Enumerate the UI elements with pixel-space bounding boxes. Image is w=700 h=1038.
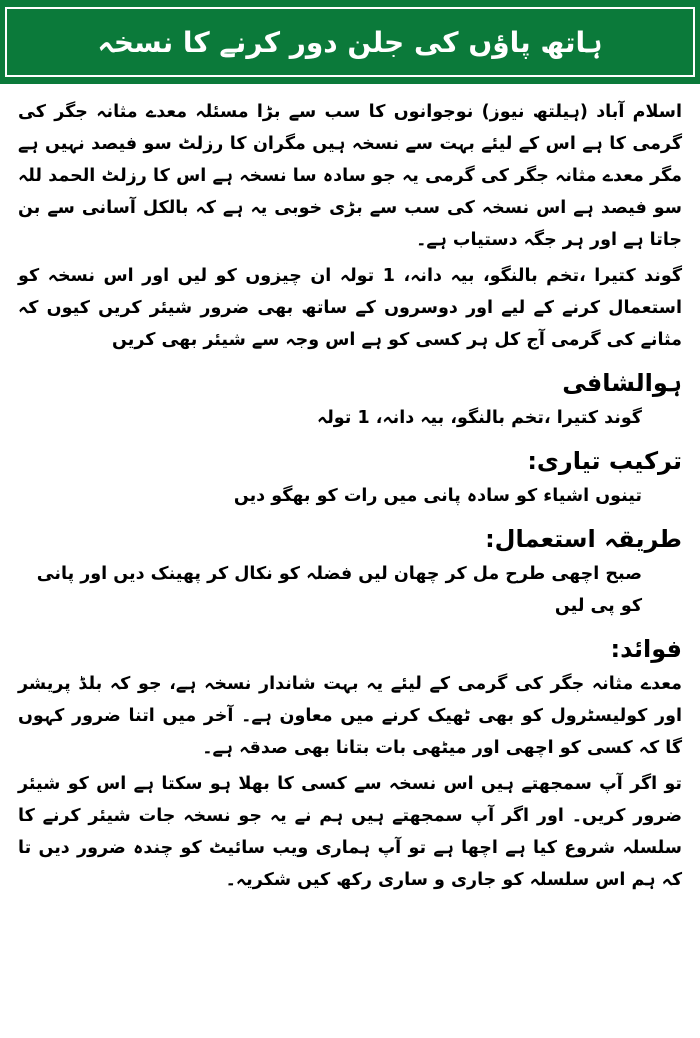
section-heading-tarkeeb: ترکیب تیاری: [527, 447, 682, 475]
ingredients-line: گوند کتیرا ،تخم بالنگو، بیہ دانہ، 1 تولہ [316, 408, 642, 428]
title-banner-frame [5, 7, 695, 77]
section-heading-shafi: ہوالشافی [562, 369, 682, 397]
article-body [18, 96, 682, 896]
section-heading-fawaid: فوائد: [610, 635, 682, 663]
intro-paragraph: اسلام آباد (ہیلتھ نیوز) نوجوانوں کا سب سے بڑا مسئلہ معدے مثانہ جگر کی گرمی کا ہے اس کے لیئے بہت سے نسخہ ہیں مگران کا رزلٹ سو فیصد نہیں ہے مگر معدے مثانہ جگر کی گرمی یہ جو سادہ سا نسخہ ہے اس کا رزلٹ الحمد للہ سو فیصد ہے اس نسخہ کی سب سے بڑی خوبی یہ ہے کہ بالکل آسانی سے بن جاتا ہے اور ہر جگہ دستیاب ہے۔ [18, 102, 682, 250]
share-paragraph: گوند کتیرا ،تخم بالنگو، بیہ دانہ، 1 تولہ ان چیزوں کو لیں اور اس نسخہ کو استعمال کرنے کے لیے اور دوسروں کے ساتھ بھی ضرور شیئر کریں کیوں کہ مثانے کی گرمی آج کل ہر کسی کو ہے اس وجہ سے شیئر بھی کریں [18, 266, 682, 350]
preparation-line: تینوں اشیاء کو سادہ پانی میں رات کو بھگو دیں [233, 486, 642, 506]
page-title: ہاتھ پاؤں کی جلن دور کرنے کا نسخہ [97, 25, 603, 59]
section-heading-tareeqa: طریقہ استعمال: [485, 525, 682, 553]
usage-line: صبح اچھی طرح مل کر چھان لیں فضلہ کو نکال کر پھینک دیں اور پانی کو پی لیں [36, 564, 642, 616]
closing-paragraph: تو اگر آپ سمجھتے ہیں اس نسخہ سے کسی کا بھلا ہو سکتا ہے اس کو شیئر ضرور کریں۔ اور اگر آپ سمجھتے ہیں ہم نے یہ جو نسخہ جات شیئر کرنے کا سلسلہ شروع کیا ہے اچھا ہے تو آپ ہماری ویب سائیٹ کو چندہ ضرور دیں تا کہ ہم اس سلسلہ کو جاری و ساری رکھ کیں شکریہ۔ [18, 774, 682, 890]
benefits-paragraph: معدے مثانہ جگر کی گرمی کے لیئے یہ بہت شاندار نسخہ ہے، جو کہ بلڈ پریشر اور کولیسٹرول کو بھی ٹھیک کرنے میں معاون ہے۔ آخر میں اتنا ضرور کہوں گا کہ کسی کو اچھی اور میٹھی بات بتانا بھی صدقہ ہے۔ [18, 674, 682, 758]
title-banner [0, 0, 700, 84]
